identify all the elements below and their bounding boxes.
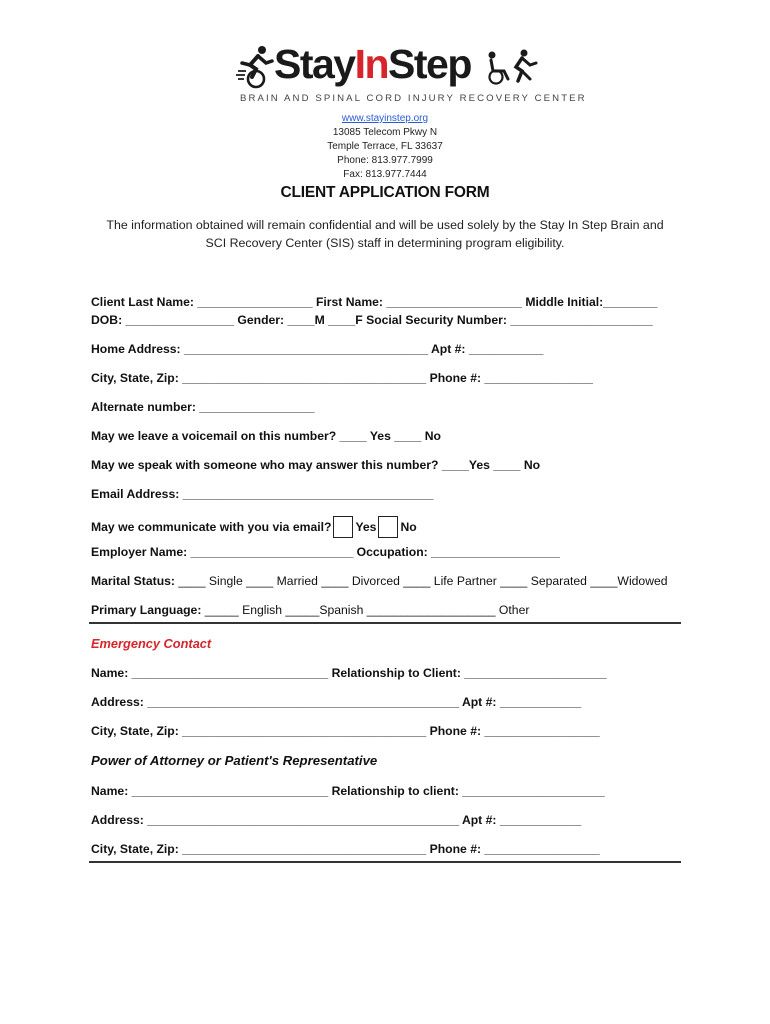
email-communication-label: May we communicate with you via email?	[91, 520, 332, 534]
form-title: CLIENT APPLICATION FORM	[280, 184, 490, 201]
dob-gender-ssn-field[interactable]: DOB: ________________ Gender: ____M ____F Social Security Number: _____________________	[91, 313, 653, 327]
logo-word-step: Step	[388, 41, 471, 87]
section-divider-bottom	[89, 861, 681, 863]
primary-language-field[interactable]	[91, 603, 529, 617]
logo-wordmark	[274, 38, 471, 90]
website-link[interactable]: www.stayinstep.org	[341, 113, 429, 124]
no-label: No	[400, 520, 417, 534]
fax-line: Fax: 813.977.7444	[343, 169, 427, 180]
wheelchair-walker-icon	[484, 49, 538, 85]
address-line-1: 13085 Telecom Pkwy N	[332, 127, 438, 138]
yes-checkbox[interactable]	[333, 516, 353, 538]
poa-name-field[interactable]: Name: _____________________________ Relationship to client: _____________________	[91, 784, 605, 798]
no-checkbox[interactable]	[378, 516, 398, 538]
logo-word-in: In	[354, 41, 389, 87]
marital-status-field[interactable]	[91, 574, 668, 588]
emergency-name-field[interactable]: Name: _____________________________ Relationship to Client: _____________________	[91, 666, 607, 680]
employer-occupation-field[interactable]: Employer Name: ________________________ Occupation: ___________________	[91, 545, 560, 559]
phone-line: Phone: 813.977.7999	[337, 155, 433, 166]
client-name-field[interactable]: Client Last Name: _________________ First Name: ____________________ Middle Initial:________	[91, 295, 658, 309]
marital-status-label: Marital Status:	[91, 574, 175, 588]
logo-word-stay: Stay	[274, 41, 355, 87]
primary-language-label: Primary Language:	[91, 603, 202, 617]
city-state-zip-field[interactable]: City, State, Zip: ____________________________________ Phone #: ________________	[91, 371, 593, 385]
speak-with-question[interactable]: May we speak with someone who may answer this number? ____Yes ____ No	[91, 458, 541, 472]
voicemail-question[interactable]: May we leave a voicemail on this number? ____ Yes ____ No	[91, 429, 441, 443]
emergency-city-field[interactable]: City, State, Zip: ____________________________________ Phone #: _________________	[91, 724, 600, 738]
section-divider-top	[89, 622, 681, 624]
emergency-address-field[interactable]: Address: ______________________________________________ Apt #: ____________	[91, 695, 582, 709]
intro-line-2: SCI Recovery Center (SIS) staff in determining program eligibility.	[205, 236, 565, 250]
stayinstep-logo	[234, 40, 587, 104]
logo-tagline: BRAIN AND SPINAL CORD INJURY RECOVERY CENTER	[240, 93, 587, 104]
alternate-number-field[interactable]: Alternate number: _________________	[91, 400, 315, 414]
marital-status-options: ____ Single ____ Married ____ Divorced ____ Life Partner ____ Separated ____Widowed	[178, 574, 668, 588]
address-line-2: Temple Terrace, FL 33637	[327, 141, 443, 152]
yes-label: Yes	[355, 520, 377, 534]
intro-line-1: The information obtained will remain confidential and will be used solely by the Stay In Step Brain and	[106, 218, 664, 232]
emergency-contact-heading: Emergency Contact	[91, 636, 212, 651]
wheelchair-runner-icon	[236, 45, 276, 89]
email-communication-question	[91, 516, 417, 538]
email-address-field[interactable]: Email Address: _____________________________________	[91, 487, 434, 501]
poa-heading: Power of Attorney or Patient's Representative	[91, 753, 378, 768]
home-address-field[interactable]: Home Address: ____________________________________ Apt #: ___________	[91, 342, 544, 356]
primary-language-options: _____ English _____Spanish ___________________ Other	[204, 603, 530, 617]
poa-address-field[interactable]: Address: ______________________________________________ Apt #: ____________	[91, 813, 582, 827]
poa-city-field[interactable]: City, State, Zip: ____________________________________ Phone #: _________________	[91, 842, 600, 856]
